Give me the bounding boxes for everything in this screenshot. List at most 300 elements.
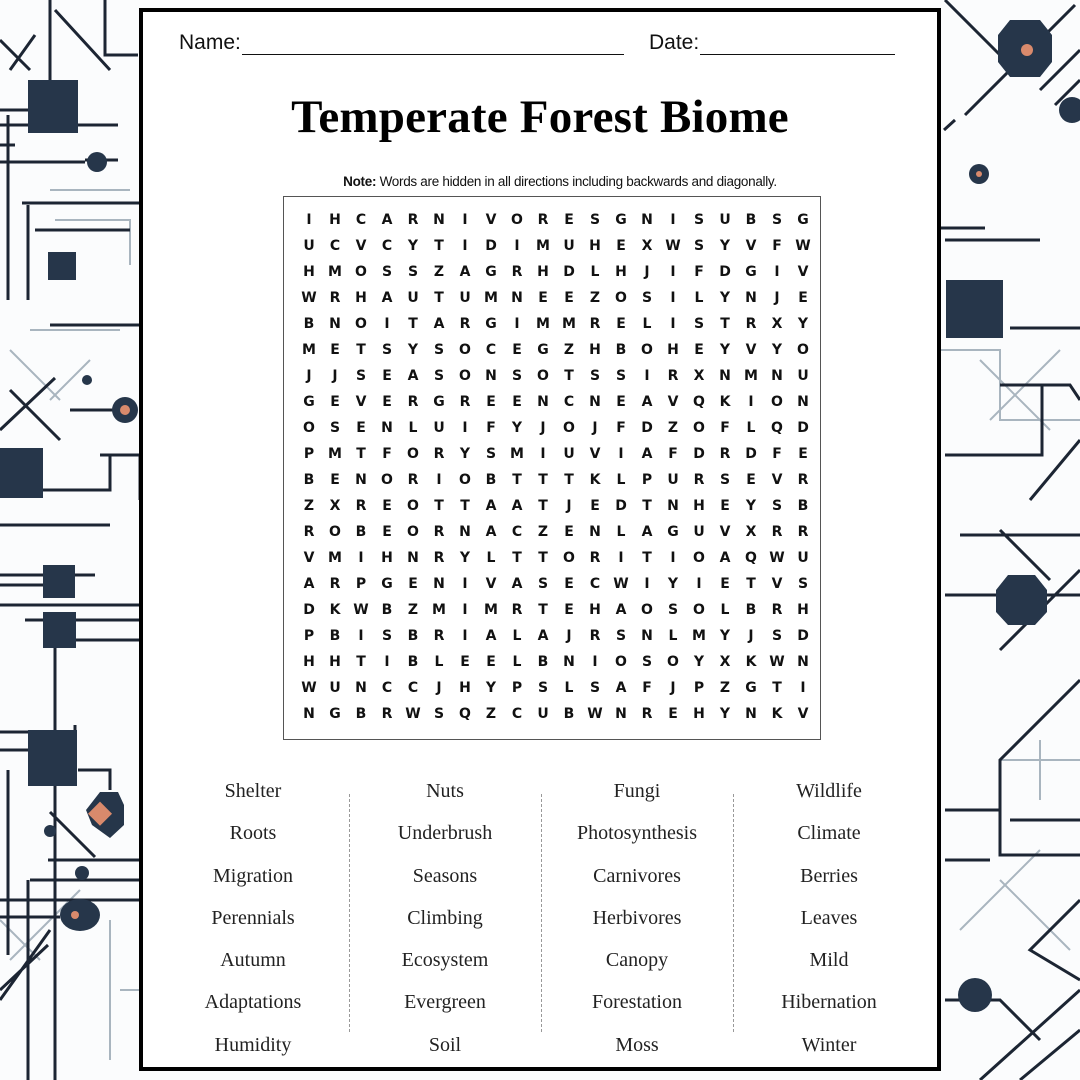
- grid-letter[interactable]: N: [511, 290, 523, 306]
- grid-letter[interactable]: W: [301, 680, 317, 696]
- grid-letter[interactable]: F: [772, 238, 782, 254]
- grid-letter[interactable]: I: [696, 576, 702, 592]
- grid-letter[interactable]: H: [381, 550, 393, 566]
- grid-letter[interactable]: M: [692, 628, 706, 644]
- grid-letter[interactable]: T: [356, 342, 366, 358]
- name-field[interactable]: [179, 31, 624, 55]
- grid-letter[interactable]: P: [693, 680, 705, 696]
- grid-letter[interactable]: A: [459, 264, 471, 280]
- grid-letter[interactable]: I: [514, 316, 520, 332]
- grid-letter[interactable]: N: [745, 706, 757, 722]
- grid-letter[interactable]: J: [436, 680, 442, 696]
- grid-letter[interactable]: T: [434, 238, 444, 254]
- grid-letter[interactable]: O: [693, 550, 705, 566]
- grid-letter[interactable]: A: [537, 628, 549, 644]
- grid-letter[interactable]: W: [665, 238, 681, 254]
- grid-letter[interactable]: G: [537, 342, 549, 358]
- grid-letter[interactable]: K: [771, 706, 783, 722]
- grid-letter[interactable]: S: [615, 368, 627, 384]
- grid-letter[interactable]: L: [616, 524, 626, 540]
- grid-letter[interactable]: T: [720, 316, 730, 332]
- grid-letter[interactable]: S: [485, 446, 497, 462]
- grid-letter[interactable]: N: [433, 212, 445, 228]
- grid-letter[interactable]: O: [693, 420, 705, 436]
- grid-letter[interactable]: N: [459, 524, 471, 540]
- grid-letter[interactable]: S: [693, 238, 705, 254]
- grid-letter[interactable]: M: [484, 602, 498, 618]
- grid-letter[interactable]: I: [800, 680, 806, 696]
- grid-letter[interactable]: I: [618, 446, 624, 462]
- grid-letter[interactable]: T: [564, 368, 574, 384]
- grid-letter[interactable]: X: [771, 316, 783, 332]
- grid-letter[interactable]: D: [563, 264, 575, 280]
- grid-letter[interactable]: L: [746, 420, 756, 436]
- grid-letter[interactable]: R: [433, 524, 445, 540]
- grid-letter[interactable]: R: [537, 212, 549, 228]
- grid-letter[interactable]: I: [462, 238, 468, 254]
- grid-letter[interactable]: T: [538, 602, 548, 618]
- grid-letter[interactable]: M: [328, 446, 342, 462]
- grid-letter[interactable]: E: [538, 290, 548, 306]
- grid-letter[interactable]: R: [589, 316, 601, 332]
- grid-letter[interactable]: O: [407, 446, 419, 462]
- grid-letter[interactable]: R: [329, 576, 341, 592]
- grid-letter[interactable]: D: [485, 238, 497, 254]
- grid-letter[interactable]: B: [745, 212, 757, 228]
- grid-letter[interactable]: T: [408, 316, 418, 332]
- grid-letter[interactable]: D: [693, 446, 705, 462]
- grid-letter[interactable]: E: [486, 394, 496, 410]
- grid-letter[interactable]: G: [797, 212, 809, 228]
- grid-letter[interactable]: A: [641, 394, 653, 410]
- grid-letter[interactable]: Z: [667, 420, 679, 436]
- grid-letter[interactable]: S: [797, 576, 809, 592]
- grid-letter[interactable]: O: [303, 420, 315, 436]
- grid-letter[interactable]: V: [667, 394, 679, 410]
- grid-letter[interactable]: L: [434, 654, 444, 670]
- grid-letter[interactable]: S: [329, 420, 341, 436]
- grid-letter[interactable]: B: [537, 654, 549, 670]
- grid-letter[interactable]: S: [615, 628, 627, 644]
- grid-letter[interactable]: E: [486, 654, 496, 670]
- grid-letter[interactable]: R: [355, 498, 367, 514]
- grid-letter[interactable]: S: [771, 498, 783, 514]
- grid-letter[interactable]: D: [745, 446, 757, 462]
- grid-letter[interactable]: M: [328, 264, 342, 280]
- grid-letter[interactable]: A: [511, 498, 523, 514]
- grid-letter[interactable]: E: [564, 212, 574, 228]
- grid-letter[interactable]: E: [382, 524, 392, 540]
- grid-letter[interactable]: C: [563, 394, 575, 410]
- grid-letter[interactable]: G: [667, 524, 679, 540]
- grid-letter[interactable]: X: [641, 238, 653, 254]
- grid-letter[interactable]: Z: [719, 680, 731, 696]
- grid-letter[interactable]: A: [303, 576, 315, 592]
- grid-letter[interactable]: H: [615, 264, 627, 280]
- date-blank-line[interactable]: [700, 32, 895, 55]
- grid-letter[interactable]: X: [719, 654, 731, 670]
- grid-letter[interactable]: O: [641, 342, 653, 358]
- grid-letter[interactable]: A: [381, 290, 393, 306]
- grid-letter[interactable]: K: [745, 654, 757, 670]
- grid-letter[interactable]: I: [358, 628, 364, 644]
- grid-letter[interactable]: E: [330, 342, 340, 358]
- grid-letter[interactable]: I: [670, 290, 676, 306]
- grid-letter[interactable]: E: [408, 576, 418, 592]
- grid-letter[interactable]: P: [303, 446, 315, 462]
- grid-letter[interactable]: R: [771, 602, 783, 618]
- grid-letter[interactable]: G: [485, 264, 497, 280]
- grid-letter[interactable]: J: [540, 420, 546, 436]
- grid-letter[interactable]: D: [615, 498, 627, 514]
- grid-letter[interactable]: E: [668, 706, 678, 722]
- grid-letter[interactable]: B: [303, 472, 315, 488]
- grid-letter[interactable]: G: [381, 576, 393, 592]
- grid-letter[interactable]: F: [642, 680, 652, 696]
- grid-letter[interactable]: R: [771, 524, 783, 540]
- grid-letter[interactable]: M: [432, 602, 446, 618]
- grid-letter[interactable]: I: [384, 654, 390, 670]
- grid-letter[interactable]: Z: [303, 498, 315, 514]
- grid-letter[interactable]: U: [693, 524, 705, 540]
- grid-letter[interactable]: P: [303, 628, 315, 644]
- grid-letter[interactable]: H: [589, 342, 601, 358]
- grid-letter[interactable]: T: [434, 498, 444, 514]
- grid-letter[interactable]: N: [563, 654, 575, 670]
- grid-letter[interactable]: Y: [797, 316, 809, 332]
- grid-letter[interactable]: E: [564, 524, 574, 540]
- grid-letter[interactable]: L: [564, 680, 574, 696]
- grid-letter[interactable]: N: [615, 706, 627, 722]
- grid-letter[interactable]: F: [668, 446, 678, 462]
- grid-letter[interactable]: L: [720, 602, 730, 618]
- grid-letter[interactable]: U: [719, 212, 731, 228]
- grid-letter[interactable]: U: [563, 446, 575, 462]
- grid-letter[interactable]: M: [302, 342, 316, 358]
- grid-letter[interactable]: N: [407, 550, 419, 566]
- grid-letter[interactable]: L: [512, 628, 522, 644]
- grid-letter[interactable]: N: [303, 706, 315, 722]
- grid-letter[interactable]: I: [618, 550, 624, 566]
- grid-letter[interactable]: H: [355, 290, 367, 306]
- grid-letter[interactable]: U: [303, 238, 315, 254]
- grid-letter[interactable]: E: [564, 602, 574, 618]
- grid-letter[interactable]: E: [564, 290, 574, 306]
- name-blank-line[interactable]: [242, 32, 624, 55]
- grid-letter[interactable]: R: [329, 290, 341, 306]
- grid-letter[interactable]: H: [537, 264, 549, 280]
- grid-letter[interactable]: Z: [589, 290, 601, 306]
- grid-letter[interactable]: U: [537, 706, 549, 722]
- grid-letter[interactable]: E: [382, 368, 392, 384]
- grid-letter[interactable]: T: [746, 576, 756, 592]
- grid-letter[interactable]: U: [797, 368, 809, 384]
- grid-letter[interactable]: M: [484, 290, 498, 306]
- grid-letter[interactable]: A: [381, 212, 393, 228]
- grid-letter[interactable]: V: [485, 212, 497, 228]
- grid-letter[interactable]: V: [303, 550, 315, 566]
- grid-letter[interactable]: T: [460, 498, 470, 514]
- grid-letter[interactable]: M: [510, 446, 524, 462]
- grid-letter[interactable]: S: [771, 628, 783, 644]
- grid-letter[interactable]: G: [329, 706, 341, 722]
- grid-letter[interactable]: Y: [485, 680, 497, 696]
- grid-letter[interactable]: I: [670, 316, 676, 332]
- grid-letter[interactable]: E: [616, 394, 626, 410]
- grid-letter[interactable]: Y: [459, 550, 471, 566]
- grid-letter[interactable]: E: [330, 472, 340, 488]
- grid-letter[interactable]: O: [407, 524, 419, 540]
- grid-letter[interactable]: M: [536, 316, 550, 332]
- grid-letter[interactable]: O: [459, 342, 471, 358]
- grid-letter[interactable]: R: [745, 316, 757, 332]
- grid-letter[interactable]: O: [797, 342, 809, 358]
- grid-letter[interactable]: V: [797, 706, 809, 722]
- grid-letter[interactable]: D: [641, 420, 653, 436]
- grid-letter[interactable]: B: [407, 628, 419, 644]
- grid-letter[interactable]: S: [589, 368, 601, 384]
- grid-letter[interactable]: R: [303, 524, 315, 540]
- grid-letter[interactable]: O: [355, 264, 367, 280]
- grid-letter[interactable]: Y: [719, 238, 731, 254]
- grid-letter[interactable]: X: [693, 368, 705, 384]
- grid-letter[interactable]: D: [719, 264, 731, 280]
- grid-letter[interactable]: Z: [433, 264, 445, 280]
- grid-letter[interactable]: L: [642, 316, 652, 332]
- grid-letter[interactable]: Z: [563, 342, 575, 358]
- grid-letter[interactable]: W: [795, 238, 811, 254]
- grid-letter[interactable]: R: [459, 394, 471, 410]
- grid-letter[interactable]: I: [540, 446, 546, 462]
- grid-letter[interactable]: G: [745, 264, 757, 280]
- grid-letter[interactable]: J: [306, 368, 312, 384]
- grid-letter[interactable]: A: [511, 576, 523, 592]
- grid-letter[interactable]: I: [670, 550, 676, 566]
- grid-letter[interactable]: Y: [719, 628, 731, 644]
- grid-letter[interactable]: Y: [771, 342, 783, 358]
- grid-letter[interactable]: H: [589, 238, 601, 254]
- grid-letter[interactable]: N: [485, 368, 497, 384]
- grid-letter[interactable]: R: [433, 446, 445, 462]
- grid-letter[interactable]: O: [641, 602, 653, 618]
- grid-letter[interactable]: K: [329, 602, 341, 618]
- grid-letter[interactable]: S: [381, 342, 393, 358]
- grid-letter[interactable]: S: [641, 290, 653, 306]
- grid-letter[interactable]: R: [459, 316, 471, 332]
- grid-letter[interactable]: T: [564, 472, 574, 488]
- grid-letter[interactable]: W: [353, 602, 369, 618]
- grid-letter[interactable]: M: [562, 316, 576, 332]
- grid-letter[interactable]: N: [355, 680, 367, 696]
- grid-letter[interactable]: N: [537, 394, 549, 410]
- grid-letter[interactable]: C: [511, 706, 523, 722]
- grid-letter[interactable]: T: [642, 498, 652, 514]
- grid-letter[interactable]: O: [459, 368, 471, 384]
- grid-letter[interactable]: A: [485, 498, 497, 514]
- grid-letter[interactable]: S: [771, 212, 783, 228]
- grid-letter[interactable]: V: [771, 576, 783, 592]
- grid-letter[interactable]: B: [303, 316, 315, 332]
- grid-letter[interactable]: S: [537, 680, 549, 696]
- grid-letter[interactable]: B: [563, 706, 575, 722]
- grid-letter[interactable]: E: [746, 472, 756, 488]
- grid-letter[interactable]: H: [329, 654, 341, 670]
- grid-letter[interactable]: B: [745, 602, 757, 618]
- grid-letter[interactable]: O: [511, 212, 523, 228]
- grid-letter[interactable]: O: [459, 472, 471, 488]
- grid-letter[interactable]: S: [433, 706, 445, 722]
- grid-letter[interactable]: L: [408, 420, 418, 436]
- grid-letter[interactable]: A: [615, 680, 627, 696]
- grid-letter[interactable]: T: [356, 446, 366, 462]
- grid-letter[interactable]: I: [462, 576, 468, 592]
- grid-letter[interactable]: Q: [745, 550, 757, 566]
- grid-letter[interactable]: B: [355, 706, 367, 722]
- grid-letter[interactable]: E: [382, 394, 392, 410]
- grid-letter[interactable]: H: [693, 706, 705, 722]
- grid-letter[interactable]: I: [436, 472, 442, 488]
- grid-letter[interactable]: I: [306, 212, 312, 228]
- grid-letter[interactable]: J: [644, 264, 650, 280]
- grid-letter[interactable]: L: [512, 654, 522, 670]
- grid-letter[interactable]: S: [381, 628, 393, 644]
- grid-letter[interactable]: O: [355, 316, 367, 332]
- grid-letter[interactable]: B: [615, 342, 627, 358]
- grid-letter[interactable]: F: [382, 446, 392, 462]
- grid-letter[interactable]: T: [434, 290, 444, 306]
- grid-letter[interactable]: N: [745, 290, 757, 306]
- grid-letter[interactable]: R: [511, 602, 523, 618]
- grid-letter[interactable]: A: [407, 368, 419, 384]
- grid-letter[interactable]: O: [615, 290, 627, 306]
- grid-letter[interactable]: A: [615, 602, 627, 618]
- grid-letter[interactable]: R: [407, 394, 419, 410]
- grid-letter[interactable]: G: [615, 212, 627, 228]
- grid-letter[interactable]: N: [433, 576, 445, 592]
- grid-letter[interactable]: Y: [511, 420, 523, 436]
- grid-letter[interactable]: I: [462, 628, 468, 644]
- grid-letter[interactable]: Y: [719, 290, 731, 306]
- grid-letter[interactable]: N: [797, 654, 809, 670]
- grid-letter[interactable]: J: [774, 290, 780, 306]
- grid-letter[interactable]: W: [587, 706, 603, 722]
- grid-letter[interactable]: Y: [667, 576, 679, 592]
- grid-letter[interactable]: J: [566, 628, 572, 644]
- grid-letter[interactable]: N: [329, 316, 341, 332]
- grid-letter[interactable]: B: [407, 654, 419, 670]
- grid-letter[interactable]: N: [797, 394, 809, 410]
- word-search-grid[interactable]: [296, 207, 816, 727]
- grid-letter[interactable]: H: [667, 342, 679, 358]
- grid-letter[interactable]: H: [459, 680, 471, 696]
- grid-letter[interactable]: U: [407, 290, 419, 306]
- grid-letter[interactable]: M: [744, 368, 758, 384]
- grid-letter[interactable]: H: [329, 212, 341, 228]
- grid-letter[interactable]: H: [589, 602, 601, 618]
- grid-letter[interactable]: U: [459, 290, 471, 306]
- grid-letter[interactable]: O: [537, 368, 549, 384]
- grid-letter[interactable]: X: [329, 498, 341, 514]
- grid-letter[interactable]: E: [798, 290, 808, 306]
- grid-letter[interactable]: C: [407, 680, 419, 696]
- grid-letter[interactable]: M: [328, 550, 342, 566]
- grid-letter[interactable]: N: [589, 394, 601, 410]
- grid-letter[interactable]: E: [512, 342, 522, 358]
- grid-letter[interactable]: N: [641, 628, 653, 644]
- grid-letter[interactable]: V: [355, 238, 367, 254]
- grid-letter[interactable]: G: [433, 394, 445, 410]
- grid-letter[interactable]: J: [566, 498, 572, 514]
- grid-letter[interactable]: W: [769, 550, 785, 566]
- grid-letter[interactable]: E: [798, 446, 808, 462]
- grid-letter[interactable]: O: [563, 420, 575, 436]
- grid-letter[interactable]: O: [407, 498, 419, 514]
- grid-letter[interactable]: Q: [693, 394, 705, 410]
- grid-letter[interactable]: Q: [771, 420, 783, 436]
- grid-letter[interactable]: J: [332, 368, 338, 384]
- grid-letter[interactable]: O: [563, 550, 575, 566]
- grid-letter[interactable]: B: [485, 472, 497, 488]
- grid-letter[interactable]: S: [381, 264, 393, 280]
- grid-letter[interactable]: O: [667, 654, 679, 670]
- grid-letter[interactable]: R: [589, 628, 601, 644]
- grid-letter[interactable]: V: [719, 524, 731, 540]
- grid-letter[interactable]: I: [358, 550, 364, 566]
- grid-letter[interactable]: S: [719, 472, 731, 488]
- grid-letter[interactable]: H: [303, 654, 315, 670]
- grid-letter[interactable]: U: [563, 238, 575, 254]
- grid-letter[interactable]: E: [356, 420, 366, 436]
- grid-letter[interactable]: V: [355, 394, 367, 410]
- grid-letter[interactable]: H: [303, 264, 315, 280]
- grid-letter[interactable]: F: [772, 446, 782, 462]
- grid-letter[interactable]: D: [303, 602, 315, 618]
- grid-letter[interactable]: E: [512, 394, 522, 410]
- grid-letter[interactable]: P: [355, 576, 367, 592]
- grid-letter[interactable]: R: [797, 472, 809, 488]
- grid-letter[interactable]: J: [748, 628, 754, 644]
- grid-letter[interactable]: V: [745, 342, 757, 358]
- grid-letter[interactable]: F: [616, 420, 626, 436]
- grid-letter[interactable]: T: [772, 680, 782, 696]
- grid-letter[interactable]: S: [537, 576, 549, 592]
- grid-letter[interactable]: R: [641, 706, 653, 722]
- grid-letter[interactable]: K: [719, 394, 731, 410]
- grid-letter[interactable]: C: [589, 576, 601, 592]
- grid-letter[interactable]: Y: [693, 654, 705, 670]
- grid-letter[interactable]: E: [330, 394, 340, 410]
- grid-letter[interactable]: C: [381, 680, 393, 696]
- grid-letter[interactable]: P: [511, 680, 523, 696]
- grid-letter[interactable]: A: [485, 628, 497, 644]
- grid-letter[interactable]: E: [720, 498, 730, 514]
- grid-letter[interactable]: O: [771, 394, 783, 410]
- grid-letter[interactable]: S: [693, 316, 705, 332]
- grid-letter[interactable]: S: [667, 602, 679, 618]
- grid-letter[interactable]: R: [433, 550, 445, 566]
- grid-letter[interactable]: A: [433, 316, 445, 332]
- grid-letter[interactable]: N: [589, 524, 601, 540]
- grid-letter[interactable]: T: [538, 472, 548, 488]
- grid-letter[interactable]: I: [384, 316, 390, 332]
- grid-letter[interactable]: S: [433, 368, 445, 384]
- grid-letter[interactable]: W: [405, 706, 421, 722]
- grid-letter[interactable]: L: [486, 550, 496, 566]
- grid-letter[interactable]: E: [564, 576, 574, 592]
- grid-letter[interactable]: S: [589, 212, 601, 228]
- grid-letter[interactable]: S: [407, 264, 419, 280]
- grid-letter[interactable]: I: [644, 368, 650, 384]
